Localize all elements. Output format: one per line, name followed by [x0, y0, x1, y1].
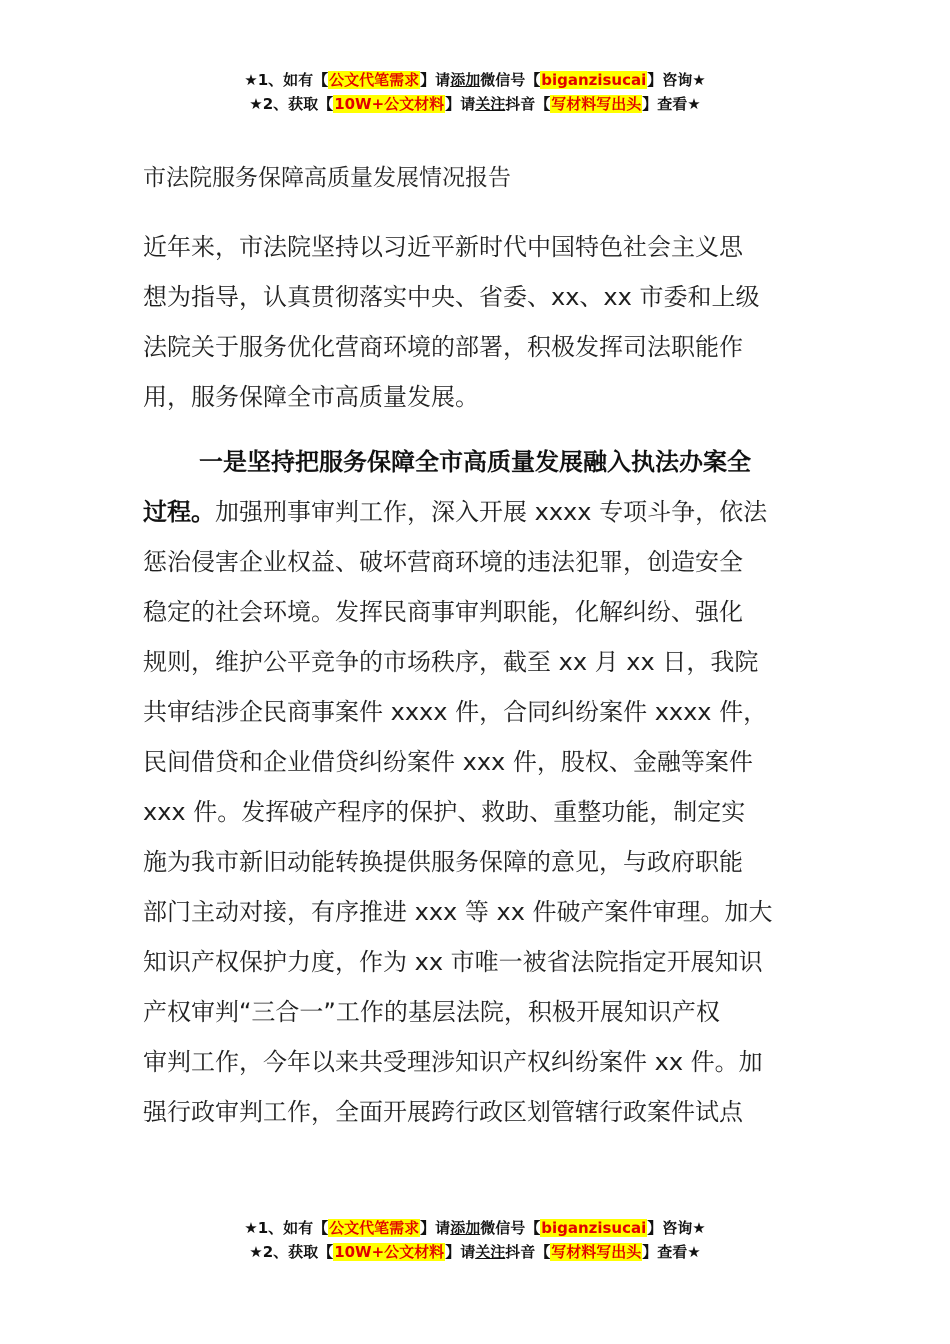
text-line: 民间借贷和企业借贷纠纷案件 xxx 件，股权、金融等案件	[143, 748, 753, 776]
section-heading: 一是坚持把服务保障全市高质量发展融入执法办案全	[199, 448, 751, 476]
text-line: 过程。加强刑事审判工作，深入开展 xxxx 专项斗争，依法	[143, 498, 768, 526]
text-line: 审判工作，今年以来共受理涉知识产权纠纷案件 xx 件。加	[143, 1048, 763, 1076]
text-line: 想为指导，认真贯彻落实中央、省委、xx、xx 市委和上级	[143, 283, 760, 311]
promo-line-2: ★2、获取【10W+公文材料】请关注抖音【写材料写出头】查看★	[249, 1243, 701, 1261]
text-line: 强行政审判工作，全面开展跨行政区划管辖行政案件试点	[143, 1098, 743, 1126]
section-1-paragraph	[143, 437, 811, 1137]
document-title: 市法院服务保障高质量发展情况报告	[143, 165, 511, 191]
text-line: 规则，维护公平竞争的市场秩序，截至 xx 月 xx 日，我院	[143, 648, 759, 676]
section-heading-line	[143, 437, 811, 487]
text-line: 产权审判“三合一”工作的基层法院，积极开展知识产权	[143, 998, 720, 1026]
highlight-wechat-id: biganzisucai	[541, 1219, 647, 1237]
highlight-douyin-account: 写材料写出头	[551, 95, 642, 113]
highlight-materials: 10W+公文材料	[334, 95, 445, 113]
promo-line-2: ★2、获取【10W+公文材料】请关注抖音【写材料写出头】查看★	[249, 95, 701, 113]
text-line: xxx 件。发挥破产程序的保护、救助、重整功能，制定实	[143, 798, 746, 826]
promo-line-1: ★1、如有【公文代笔需求】请添加微信号【biganzisucai】咨询★	[244, 71, 706, 89]
text-line: 共审结涉企民商事案件 xxxx 件，合同纠纷案件 xxxx 件，	[143, 698, 768, 726]
highlight-writing-service: 公文代笔需求	[329, 71, 420, 89]
promo-line-1: ★1、如有【公文代笔需求】请添加微信号【biganzisucai】咨询★	[244, 1219, 706, 1237]
highlight-wechat-id: biganzisucai	[541, 71, 647, 89]
text-line: 用，服务保障全市高质量发展。	[143, 383, 479, 411]
text-line: 施为我市新旧动能转换提供服务保障的意见，与政府职能	[143, 848, 743, 876]
text-line: 知识产权保护力度，作为 xx 市唯一被省法院指定开展知识	[143, 948, 763, 976]
highlight-materials: 10W+公文材料	[334, 1243, 445, 1261]
section-heading-end: 过程。	[143, 498, 215, 526]
text-line: 法院关于服务优化营商环境的部署，积极发挥司法职能作	[143, 333, 743, 361]
highlight-douyin-account: 写材料写出头	[551, 1243, 642, 1261]
text-line: 稳定的社会环境。发挥民商事审判职能，化解纠纷、强化	[143, 598, 743, 626]
text-line: 近年来，市法院坚持以习近平新时代中国特色社会主义思	[143, 233, 743, 261]
header-promo-banner	[0, 68, 950, 116]
footer-promo-banner	[0, 1216, 950, 1264]
highlight-writing-service: 公文代笔需求	[329, 1219, 420, 1237]
text-line: 部门主动对接，有序推进 xxx 等 xx 件破产案件审理。加大	[143, 898, 773, 926]
intro-paragraph	[143, 222, 811, 422]
text-line: 惩治侵害企业权益、破坏营商环境的违法犯罪，创造安全	[143, 548, 743, 576]
